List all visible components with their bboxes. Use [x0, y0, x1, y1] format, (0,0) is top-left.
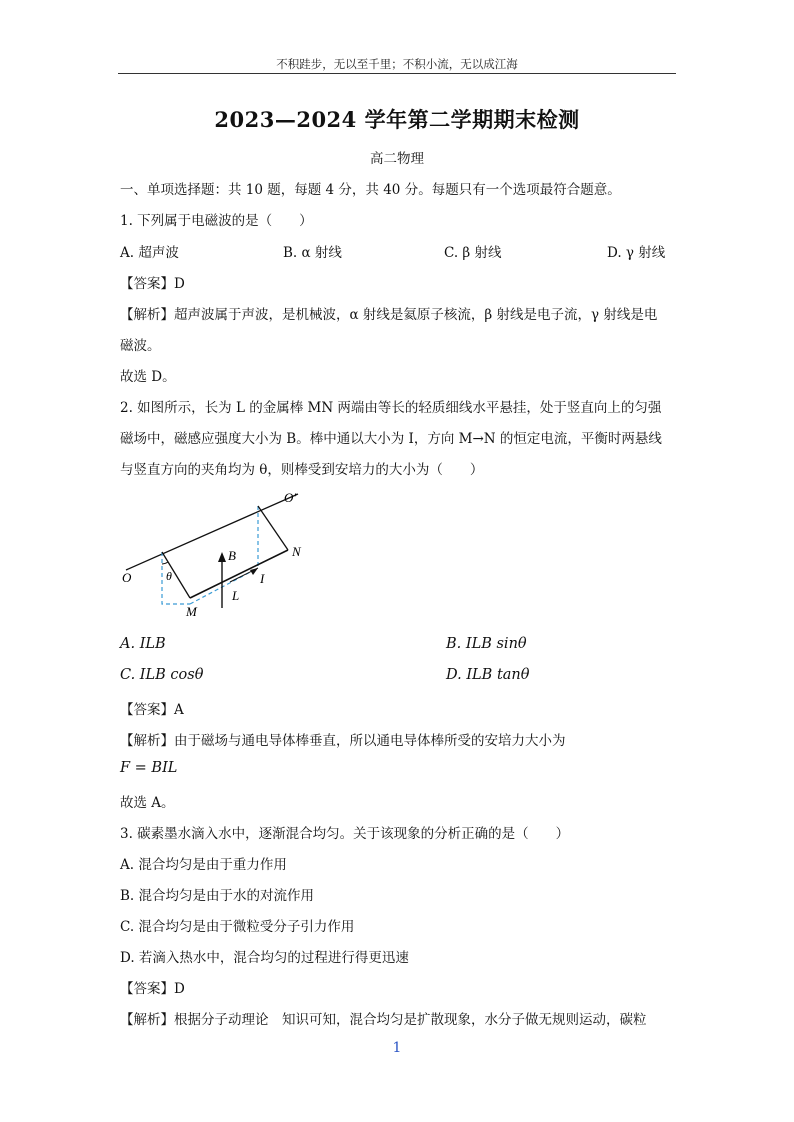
- q2-stem-line-1: 2. 如图所示，长为 L 的金属棒 MN 两端由等长的轻质细线水平悬挂，处于竖直向上的匀强: [120, 400, 662, 416]
- q2-figure: [118, 486, 318, 622]
- q1-stem: 1. 下列属于电磁波的是（ ）: [120, 213, 313, 229]
- exam-subtitle: 高二物理: [370, 151, 424, 167]
- q2-conclusion: 故选 A。: [120, 795, 175, 811]
- q1-answer: 【答案】D: [120, 276, 185, 292]
- q2-stem-line-3: 与竖直方向的夹角均为 θ，则棒受到安培力的大小为（ ）: [120, 462, 484, 478]
- q2-formula: F = BIL: [120, 760, 178, 776]
- q1-option-a: A. 超声波: [120, 245, 179, 261]
- q1-conclusion: 故选 D。: [120, 369, 176, 385]
- q3-option-c: C. 混合均匀是由于微粒受分子引力作用: [120, 919, 355, 935]
- q1-option-c: C. β 射线: [444, 245, 502, 261]
- q1-option-b: B. α 射线: [283, 245, 342, 261]
- q2-option-b: B. ILB sinθ: [446, 636, 527, 652]
- q2-option-a: A. ILB: [120, 636, 166, 652]
- label-o: O: [122, 570, 132, 585]
- q2-stem-line-2: 磁场中，磁感应强度大小为 B。棒中通以大小为 I，方向 M→N 的恒定电流，平衡时两悬线: [120, 431, 662, 447]
- q3-option-d: D. 若滴入热水中，混合均匀的过程进行得更迅速: [120, 950, 409, 966]
- label-l: L: [232, 588, 240, 603]
- header-divider: [118, 73, 676, 74]
- label-o-prime: O′: [284, 490, 297, 505]
- q3-answer: 【答案】D: [120, 981, 185, 997]
- label-n: N: [292, 544, 301, 559]
- page-number: 1: [392, 1040, 402, 1056]
- page-header: 不积跬步，无以至千里；不积小流，无以成江海: [276, 57, 518, 71]
- q2-option-c: C. ILB cosθ: [120, 667, 204, 683]
- current-arrowhead: [250, 568, 258, 575]
- label-theta: θ: [166, 569, 172, 583]
- q2-option-d: D. ILB tanθ: [446, 667, 530, 683]
- q3-option-b: B. 混合均匀是由于水的对流作用: [120, 888, 315, 904]
- label-b: B: [228, 548, 236, 563]
- q1-option-d: D. γ 射线: [607, 245, 666, 261]
- theta-arc: [162, 562, 168, 564]
- q3-analysis: 【解析】根据分子动理论 知识可知，混合均匀是扩散现象，水分子做无规则运动，碳粒: [120, 1012, 647, 1028]
- q3-stem: 3. 碳素墨水滴入水中，逐渐混合均匀。关于该现象的分析正确的是（ ）: [120, 826, 570, 842]
- q1-analysis-line-2: 磁波。: [120, 338, 161, 354]
- q1-analysis-line-1: 【解析】超声波属于声波，是机械波，α 射线是氦原子核流，β 射线是电子流，γ 射线是电: [120, 307, 658, 323]
- q2-analysis: 【解析】由于磁场与通电导体棒垂直，所以通电导体棒所受的安培力大小为: [120, 733, 566, 749]
- q3-option-a: A. 混合均匀是由于重力作用: [120, 857, 287, 873]
- section-heading: 一、单项选择题：共 10 题，每题 4 分，共 40 分。每题只有一个选项最符合题意。: [120, 182, 621, 198]
- label-i: I: [260, 571, 265, 586]
- q2-answer: 【答案】A: [120, 702, 184, 718]
- field-arrowhead: [218, 552, 226, 562]
- label-m: M: [186, 604, 197, 619]
- exam-title: 2023—2024 学年第二学期期末检测: [214, 107, 580, 132]
- thread-right: [258, 506, 288, 550]
